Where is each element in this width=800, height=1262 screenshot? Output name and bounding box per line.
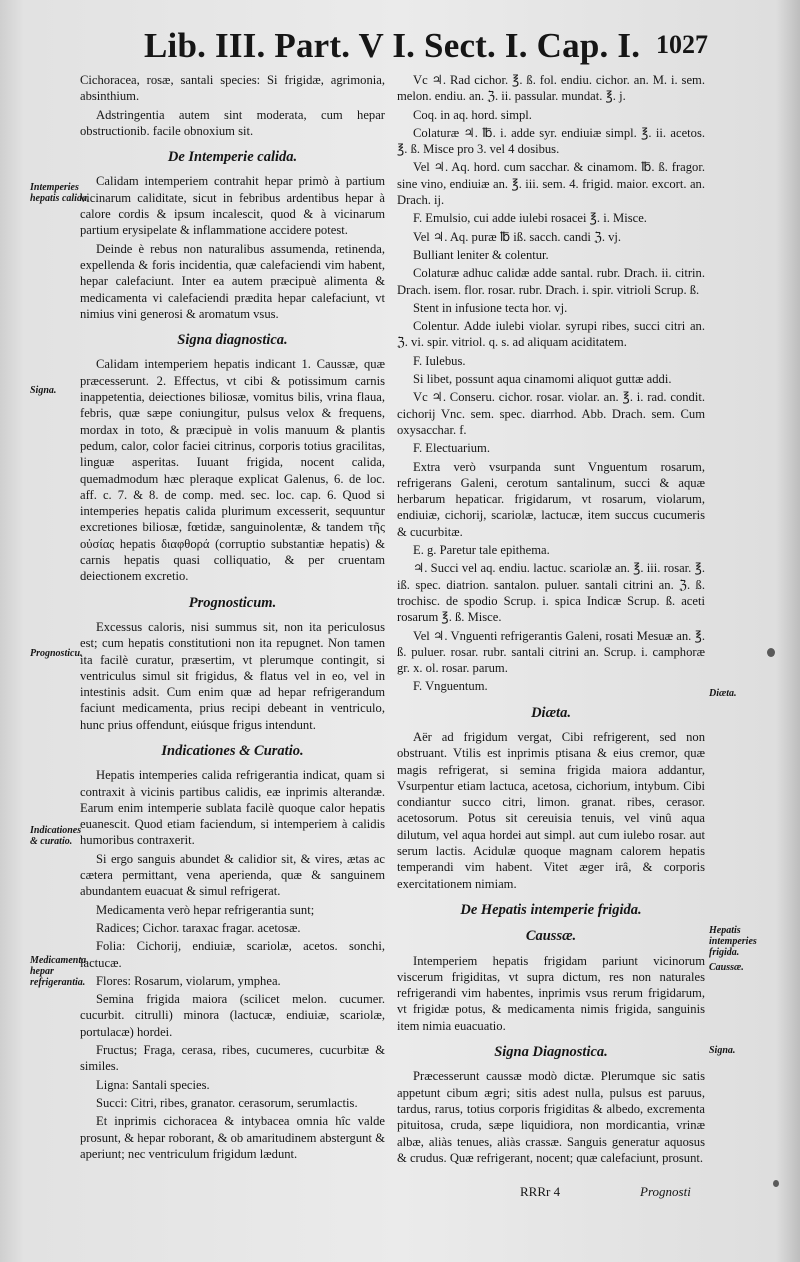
recipe-line: Vc ♃. Rad cichor. ℥. ß. fol. endiu. cichor. an. M. i. sem. melon. endiu. an. ℨ. ii. passular. mundat. ℥. j. [397, 73, 705, 104]
section-heading: De Hepatis intemperie frigida. [460, 901, 642, 918]
margin-note-caussae: Caussæ. [709, 962, 744, 973]
catchword: Prognosti [640, 1184, 691, 1199]
margin-note-intemperies-frigida: Hepatis intemperies frigida. [709, 925, 757, 958]
recipe-line: Colentur. Adde iulebi violar. syrupi ribes, succi citri an. ℨ. vi. spir. vitriol. q. s. ad aliquam aciditatem. [397, 319, 705, 350]
list-item: Semina frigida maiora (scilicet melon. cucumer. cucurbit. citrulli) minora (lactucæ, endiuiæ, scariolæ, portulacæ) hordei. [80, 992, 385, 1039]
recipe-line: Vc ♃. Conseru. cichor. rosar. violar. an. ℥. i. rad. condit. cichorij Vnc. sem. spec. diarrhod. Abb. Drach. sem. Cum oxysacchar. f. [397, 390, 705, 437]
margin-note-diaeta: Diæta. [709, 688, 737, 699]
list-item: Radices; Cichor. taraxac fragar. acetosæ. [96, 920, 301, 935]
margin-note-prognosticum: Prognosticu. [30, 648, 83, 659]
recipe-line: F. Electuarium. [413, 441, 490, 456]
paragraph: Calidam intemperiem hepatis indicant 1. Caussæ, quæ præcesserunt. 2. Effectus, vt cibi & potissimum carnis inappetentia, deiectiones biliosæ, vomitus bilis, vrina flaua, febris, quæ sæpe coniungitur, pulsus velox & frequens, mordax in toto, & præcipuè in volis manuum & plantis pedum, calor, color faciei citrinus, corporis totius gracilitas, linguæ asperitas. Iuuant frigida, nocent calida, quemadmodum hæc pleraque explicat Galenus, 6. de loc. aff. c. 7. & 8. de comp. med. sec. loc. cap. 6. Quod si intemperies hepatis calida plurimum excesserit, sequuntur excretiones biliosæ, fœtidæ, sanguinolentæ, & tandem τῆς οὐσίας hepatis διαφθορά (corruptio substantiæ hepatis) & carnis hepatis quasi colliquatio, & per cruentam deiectionem excretio. [80, 357, 385, 584]
margin-note-intemperies-calida: Intemperies hepatis calida. [30, 182, 90, 204]
margin-note-indicationes: Indicationes & curatio. [30, 825, 82, 847]
page-number: 1027 [656, 30, 708, 59]
paragraph: Deinde è rebus non naturalibus assumenda, retinenda, expellenda & foris incidentia, quæ calefaciendi vim habent, hepar calefaciunt. Inter ea autem præcipuè alimenta & medicamenta vi calefaciendi prædita hepar calefaciunt, vt nimius vini generosi & aromatum vsus. [80, 241, 385, 321]
paragraph: Et inprimis cichoracea & intybacea omnia hîc valde prosunt, & hepar roborant, & ob amaritudinem abstergunt & aperiunt; nec ventriculum frigidum lædunt. [80, 1114, 385, 1161]
recipe-line: Vel ♃. Aq. puræ ℔ iß. sacch. candi ℨ. vj. [413, 229, 622, 244]
recipe-line: F. Iulebus. [413, 353, 466, 368]
section-heading: Indicationes & Curatio. [161, 742, 304, 759]
paragraph: Intemperiem hepatis frigidam pariunt vicinorum viscerum frigiditas, vt supra dictum, res non naturales refrigerandi vim habentes, inprimis vsus rerum frigidarum, vt frigidæ potus, & medicamenta nimis frigida, sanguinis item nimia euacuatio. [397, 953, 705, 1033]
section-heading: Diæta. [531, 704, 571, 721]
paragraph: Aër ad frigidum vergat, Cibi refrigerent, sed non obstruant. Vtilis est inprimis ptisana & eius cremor, quæ magis refrigerat, si semina frigida maiora addantur, Vsurpentur etiam lactuca, acetosa, cichorium, intybum. Cibi condiantur succo citri, limon. granat. ribes, cerasor. acetosorum. Potus sit cereuisia tenuis, vel vinû aqua dilutum, vel aqua hordei aut simpl. aut cum iulebo rosar. aut serum lactis. Acidulæ quoque magnam calorem hepatis temperandi vim habent. Vitet æger irâ, & corporis exercitationem nimiam. [397, 729, 705, 891]
margin-note-signa-2: Signa. [709, 1045, 736, 1056]
paragraph: Hepatis intemperies calida refrigerantia indicat, quam si contraxit à vicinis partibus calidis, eæ inprimis alterandæ. Earum enim intemperie sublata facilè quoque calor hepatis euanescit. Quod etiam faciendum, si intemperiem à calidis humoribus contraxerit. [80, 768, 385, 848]
list-item: Succi: Citri, ribes, granator. cerasorum, serumlactis. [96, 1095, 358, 1110]
list-item: Folia: Cichorij, endiuiæ, scariolæ, acetos. sonchi, lactucæ. [80, 939, 385, 970]
recipe-line: Si libet, possunt aqua cinamomi aliquot guttæ addi. [413, 372, 672, 387]
paragraph: Præcesserunt caussæ modò dictæ. Plerumque sic satis appetunt cibum ægri; sitis adest nulla, pulsus est paruus, tardus, rarus, totius corporis frigiditas & albedo, excrementa pituitosa, cruda, sæpe liquidiora, non mordicantia, vrinæ albæ, aliàs tenues, aliàs crassæ. Sanguis generatur aquosus & crudus. Quæ refrigerant, nocent; quæ calefaciunt, prosunt. [397, 1069, 705, 1165]
margin-note-medicamenta: Medicamenta hepar refrigerantia. [30, 955, 87, 988]
recipe-line: E. g. Paretur tale epithema. [413, 543, 550, 558]
running-title: Lib. III. Part. V I. Sect. I. Cap. I. [144, 26, 641, 65]
list-item: Flores: Rosarum, violarum, ymphea. [96, 973, 281, 988]
list-item: Ligna: Santali species. [96, 1077, 210, 1092]
section-heading: Signa Diagnostica. [494, 1044, 608, 1061]
section-heading: De Intemperie calida. [167, 149, 298, 166]
list-item: Fructus; Fraga, cerasa, ribes, cucumeres, cucurbitæ & similes. [80, 1043, 385, 1074]
recipe-line: Vel ♃. Aq. hord. cum sacchar. & cinamom. ℔. ß. fragor. sine vino, endiuiæ an. ℥. iii. sem. 4. frigid. maior. excort. an. Drach. ij. [397, 160, 705, 208]
margin-note-signa: Signa. [30, 385, 57, 396]
recipe-line: ♃. Succi vel aq. endiu. lactuc. scariolæ an. ℥. iii. rosar. ℥. iß. spec. diatrion. santalon. puluer. santali citrini an. ℨ. ß. trochisc. de spodio Scrup. i. spica Indicæ Scrup. ß. aceti rosarum ℥. ß. Misce. [397, 561, 705, 625]
left-column [80, 72, 385, 1164]
recipe-line: Coq. in aq. hord. simpl. [413, 107, 532, 122]
list-item: Medicamenta verò hepar refrigerantia sunt; [96, 902, 315, 917]
recipe-line: Extra verò vsurpanda sunt Vnguentum rosarum, refrigerans Galeni, cerotum santalinum, succi & aquæ herbarum hepaticar. frigidarum, vt rosarum, violarum, endiuiæ, cichorij, scariolæ, lactucæ, item succus cucumeris & cucurbitæ. [397, 459, 705, 539]
recipe-line: F. Emulsio, cui adde iulebi rosacei ℥. i. Misce. [413, 211, 647, 226]
recipe-line: Vel ♃. Vnguenti refrigerantis Galeni, rosati Mesuæ an. ℥. ß. puluer. rosar. rubr. santali citrini an. Scrup. i. camphoræ gr. x. ol. rosar. parum. [397, 628, 705, 676]
recipe-line: Colaturæ adhuc calidæ adde santal. rubr. Drach. ii. citrin. Drach. isem. flor. rosar. rubr. Drach. i. spir. vitrioli Scrup. ß. [397, 266, 705, 297]
section-heading: Signa diagnostica. [177, 332, 288, 349]
paragraph: Si ergo sanguis abundet & calidior sit, & vires, ætas ac cætera permittant, vena aperienda, quæ & sanguinem abundantem euacuat & simul refrigerat. [80, 851, 385, 899]
ink-spot [767, 648, 775, 657]
signature-mark: RRRr 4 [520, 1184, 561, 1199]
section-heading: Caussæ. [525, 928, 577, 945]
paragraph: Cichoracea, rosæ, santali species: Si frigidæ, agrimonia, absinthium. [80, 73, 385, 104]
paragraph: Excessus caloris, nisi summus sit, non ita periculosus est; cum hepatis constitutioni non ita repugnet. Non tamen ita facilè curatur, præsertim, vt plerumque contingit, si ventriculus simul sit frigidus, & flatus vel in eo, vel in intestinis adsit. Cum enim quæ ad hepar refrigerandum faciunt medicamenta, prius recipi debeant in ventriculo, hunc prius offendunt, eiúsque frigus intendunt. [80, 619, 385, 732]
paragraph: Calidam intemperiem contrahit hepar primò à partium vicinarum caliditate, sicut in febribus ardentibus hepar à calore cordis & ipsum incalescit, quod & à vicinarum partium erysipelate & inflammatione accidere potest. [80, 174, 385, 238]
section-heading: Prognosticum. [188, 594, 277, 611]
ink-spot [773, 1180, 779, 1187]
paragraph: Adstringentia autem sint moderata, cum hepar obstructionib. facile obnoxium sit. [80, 107, 385, 138]
recipe-line: Colaturæ ♃. ℔. i. adde syr. endiuiæ simpl. ℥. ii. acetos. ℥. ß. Misce pro 3. vel 4 dosibus. [397, 125, 705, 157]
recipe-line: F. Vnguentum. [413, 679, 488, 694]
recipe-line: Bulliant leniter & colentur. [413, 247, 549, 262]
right-column [397, 72, 705, 1168]
page-header [140, 26, 710, 70]
recipe-line: Stent in infusione tecta hor. vj. [413, 300, 568, 315]
